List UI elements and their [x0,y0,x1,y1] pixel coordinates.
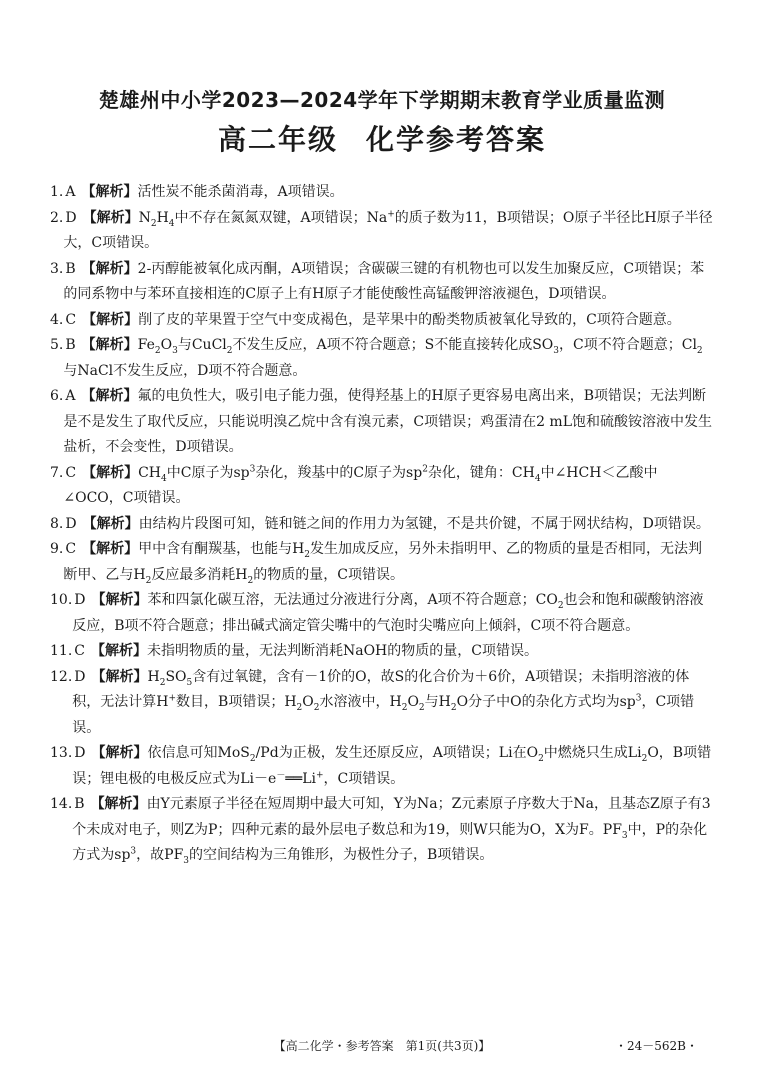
answer-item [50,206,716,257]
answer-body [63,461,716,512]
answer-item [50,308,716,334]
answer-item [50,333,716,384]
analysis-text: $CH_4$中C原子为$sp^3$杂化，羧基中的C原子为$sp^2$杂化，键角：$CH_4$中∠HCH＜乙酸中∠OCO，C项错误。 [63,463,658,506]
answer-letter: C [65,464,77,481]
analysis-text: 未指明物质的量，无法判断消耗NaOH的物质的量，C项错误。 [146,643,538,659]
analysis-text: 由Y元素原子半径在短周期中最大可知，Y为Na；Z元素原子序数大于Na，且基态Z原子有3个未成对电子，则Z为P；四种元素的最外层电子数总和为19，则W只能为O，X为F。$PF_3$中，P的杂化方式为$sp^3$，故$PF_3$的空间结构为三角锥形，为极性分子，B项错误。 [72,796,711,866]
answer-letter: D [65,515,77,532]
answer-number: 11. [50,643,73,659]
subject-label: 化学参考答案 [366,123,547,156]
analysis-tag: 【解析】 [91,668,148,685]
answer-letter: B [65,260,76,277]
answer-letter: A [65,388,76,404]
answer-item [50,257,716,308]
analysis-text: 2-丙醇能被氧化成丙酮，A项错误；含碳碳三键的有机物也可以发生加聚反应，C项错误；苯的同系物中与苯环直接相连的C原子上有H原子才能使酸性高锰酸钾溶液褪色，D项错误。 [63,260,705,302]
analysis-tag: 【解析】 [91,745,148,761]
answer-number: 10. [50,592,73,608]
analysis-tag: 【解析】 [81,260,138,277]
analysis-text: 苯和四氯化碳互溶，无法通过分液进行分离，A项不符合题意；$CO_2$也会和饱和碳酸钠溶液反应，B项不符合题意；排出碱式滴定管尖嘴中的气泡时尖嘴应向上倾斜，C项不符合题意。 [72,592,704,634]
answer-number: 5. [50,337,64,353]
answer-number: 2. [50,209,64,226]
answer-letter: A [65,184,76,200]
answer-number: 3. [50,260,64,277]
doc-title [0,118,764,158]
analysis-tag: 【解析】 [81,388,138,404]
answer-number: 1. [50,184,64,200]
answer-number: 6. [50,388,64,404]
analysis-tag: 【解析】 [82,464,139,481]
answer-item [50,741,716,792]
analysis-text: 氟的电负性大，吸引电子能力强，使得羟基上的H原子更容易电离出来，B项错误；无法判断是不是发生了取代反应，只能说明溴乙烷中含有溴元素，C项错误；鸡蛋清在2 mL饱和硫酸铵溶液中发生盐析，不会变性，D项错误。 [63,388,712,455]
analysis-text: 依信息可知MoS$_2$/Pd为正极，发生还原反应，A项错误；Li在$O_2$中燃烧只生成$Li_2O$，B项错误；锂电极的电极反应式为Li－e－══Li+，C项错误。 [72,745,712,787]
answer-item [50,461,716,512]
analysis-text: $N_2H_4$中不存在氮氮双键，A项错误；Na+的质子数为11，B项错误；O原子半径比H原子半径大，C项错误。 [63,208,713,251]
answer-item [50,384,716,461]
analysis-tag: 【解析】 [90,796,147,812]
analysis-tag: 【解析】 [81,337,138,353]
answer-body [72,665,716,742]
answer-body [72,792,716,869]
answer-body [72,639,716,665]
analysis-tag: 【解析】 [82,515,139,532]
analysis-tag: 【解析】 [82,541,139,557]
answer-body [63,384,716,461]
analysis-tag: 【解析】 [81,184,138,200]
analysis-tag: 【解析】 [82,209,139,226]
answer-number: 4. [50,311,64,328]
answer-item [50,537,716,588]
answer-item [50,639,716,665]
analysis-text: 削了皮的苹果置于空气中变成褐色，是苹果中的酚类物质被氧化导致的，C项符合题意。 [138,311,681,328]
answer-letter: D [65,209,77,226]
answer-letter: C [65,311,77,328]
answer-number: 9. [50,541,64,557]
footer-page-info: 【高二化学・参考答案 第1页(共3页)】 [273,1039,491,1053]
analysis-text: 由结构片段图可知，链和链之间的作用力为氢键，不是共价键，不属于网状结构，D项错误。 [138,515,710,532]
analysis-text: $H_2SO_5$含有过氧键，含有－1价的O，故S的化合价为＋6价，A项错误；未指明溶液的体积，无法计算H+数目，B项错误；$H_2O_2$水溶液中，$H_2O_2$与$H_2O$分子中O的杂化方式均为$sp^3$，C项错误。 [72,668,695,736]
exam-title: 楚雄州中小学2023—2024学年下学期期末教育学业质量监测 [98,88,666,112]
answer-item [50,792,716,869]
answer-number: 12. [50,668,73,685]
answer-body [63,180,716,206]
answer-body [63,333,716,384]
answer-letter: B [65,337,76,353]
answer-number: 8. [50,515,64,532]
answer-body [63,206,716,257]
answer-body [72,741,716,792]
answer-item [50,588,716,639]
analysis-tag: 【解析】 [90,643,147,659]
answer-body [63,308,716,334]
answer-letter: D [74,668,86,685]
answer-item [50,512,716,538]
answer-item [50,665,716,742]
answer-letter: C [74,643,85,659]
answer-body [63,512,716,538]
analysis-text: 甲中含有酮羰基，也能与$H_2$发生加成反应，另外未指明甲、乙的物质的量是否相同，无法判断甲、乙与$H_2$反应最多消耗$H_2$的物质的量，C项错误。 [63,541,703,586]
answer-list [50,180,716,869]
answer-body [63,537,716,588]
analysis-tag: 【解析】 [91,592,148,608]
answer-number: 13. [50,745,73,761]
footer-doc-code: ・24－562B・ [615,1039,698,1053]
analysis-text: $Fe_2O_3$与CuCl$_2$不发生反应，A项不符合题意；S不能直接转化成$SO_3$，C项不符合题意；$Cl_2$与NaCl不发生反应，D项不符合题意。 [63,337,703,379]
answer-number: 14. [50,796,73,812]
answer-letter: C [65,541,77,557]
answer-body [63,257,716,308]
answer-body [72,588,716,639]
analysis-tag: 【解析】 [82,311,139,328]
answer-letter: D [74,592,86,608]
answer-letter: B [74,796,85,812]
answer-number: 7. [50,464,64,481]
analysis-text: 活性炭不能杀菌消毒，A项错误。 [137,184,344,200]
grade-label: 高二年级 [217,123,338,156]
answer-item [50,180,716,206]
answer-letter: D [74,745,86,761]
